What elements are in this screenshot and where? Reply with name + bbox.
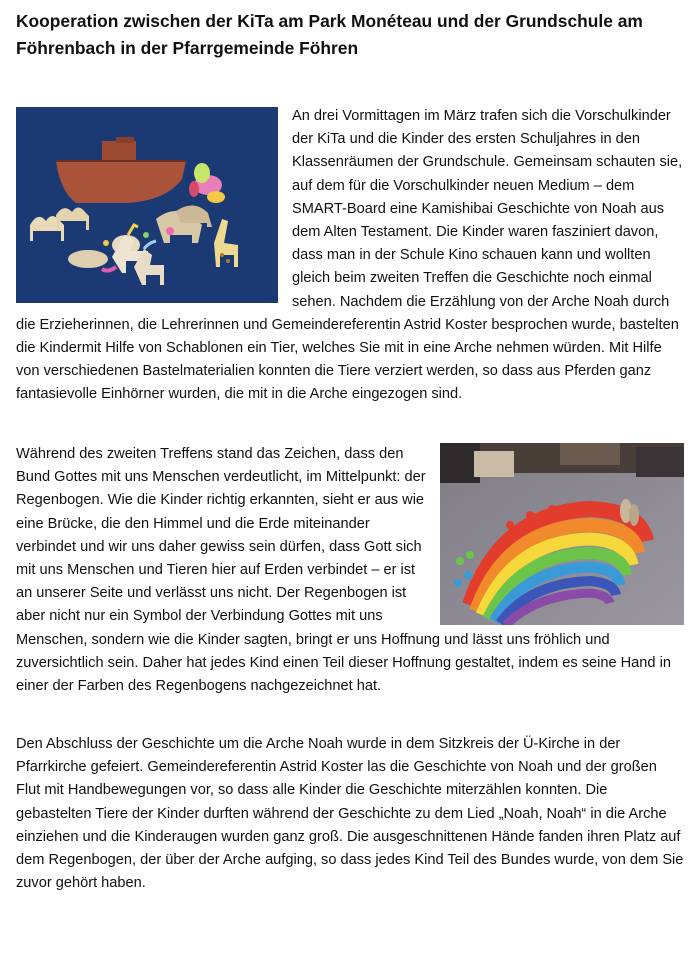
- paragraph-2: [16, 443, 684, 698]
- paragraph-1: [16, 105, 684, 407]
- rainbow-hands-photo: [440, 443, 684, 625]
- paragraph-3-text: Den Abschluss der Geschichte um die Arche Noah wurde in dem Sitzkreis der Ü-Kirche in der Pfarrkirche gefeiert. Gemeindereferentin Astrid Koster las die Geschichte von Noah und der großen Flut mit Handbewegungen vor, so dass alle Kinder die Geschichte miterzählen konnten. Die gebastelten Tiere der Kinder durften während der Geschichte zu dem Lied „Noah, Noah“ in die Arche einziehen und die Kinderaugen wurden ganz groß. Die ausgeschnittenen Hände fanden ihren Platz auf dem Regenbogen, der über der Arche aufging, so dass jedes Kind Teil des Bundes wurde, von dem Sie zuvor gehört haben.: [16, 736, 684, 892]
- ark-crafts-photo: [16, 107, 278, 303]
- paragraph-2-text: Während des zweiten Treffens stand das Zeichen, dass den Bund Gottes mit uns Menschen verdeutlicht, im Mittelpunkt: der Regenbogen. Wie die Kinder richtig erkannten, sieht er aus wie eine Brücke, die den Himmel und die Erde miteinander verbindet und wir uns daher gewiss sein dürfen, dass Gott sich mit uns Menschen und Tieren hier auf Erden verbindet – er ist an unserer Seite und verlässt uns nicht. Der Regenbogen ist aber nicht nur ein Symbol der Verbindung Gottes mit uns Menschen, sondern wie die Kinder sagten, bringt er uns Hoffnung und lässt uns fröhlich und zuversichtlich sein. Daher hat jedes Kind einen Teil dieser Hoffnung gestaltet, indem es seine Hand in einer der Farben des Regenbogens nachgezeichnet hat.: [16, 446, 671, 695]
- paragraph-1-text: An drei Vormittagen im März trafen sich die Vorschulkinder der KiTa und die Kinder des ersten Schuljahres in den Klassenräumen der Grundschule. Gemeinsam schauten sie, auf dem für die Vorschulkinder neuen Medium – dem SMART-Board eine Kamishibai Geschichte von Noah aus dem Alten Testament. Die Kinder waren fasziniert davon, dass man in der Schule Kino schauen kann und wollten gleich beim zweiten Treffen die Geschichte noch einmal sehen. Nachdem die Erzählung von der Arche Noah durch die Erzieherinnen, die Lehrerinnen und Gemeindereferentin Astrid Koster besprochen wurde, bastelten die Kindermit Hilfe von Schablonen ein Tier, welches Sie mit in eine Arche nehmen würden. Mit Hilfe von verschiedenen Bastelmaterialien konnten die Tiere verziert werden, so dass aus Pferden ganz fantasievolle Einhörner wurden, die mit in die Arche eingezogen sind.: [16, 108, 683, 403]
- paragraph-3: [16, 733, 684, 895]
- rainbow-hands-image: [440, 443, 684, 625]
- document-title: Kooperation zwischen der KiTa am Park Monéteau und der Grundschule am Föhrenbach in der Pfarrgemeinde Föhren: [16, 11, 643, 58]
- ark-crafts-image: [16, 107, 278, 303]
